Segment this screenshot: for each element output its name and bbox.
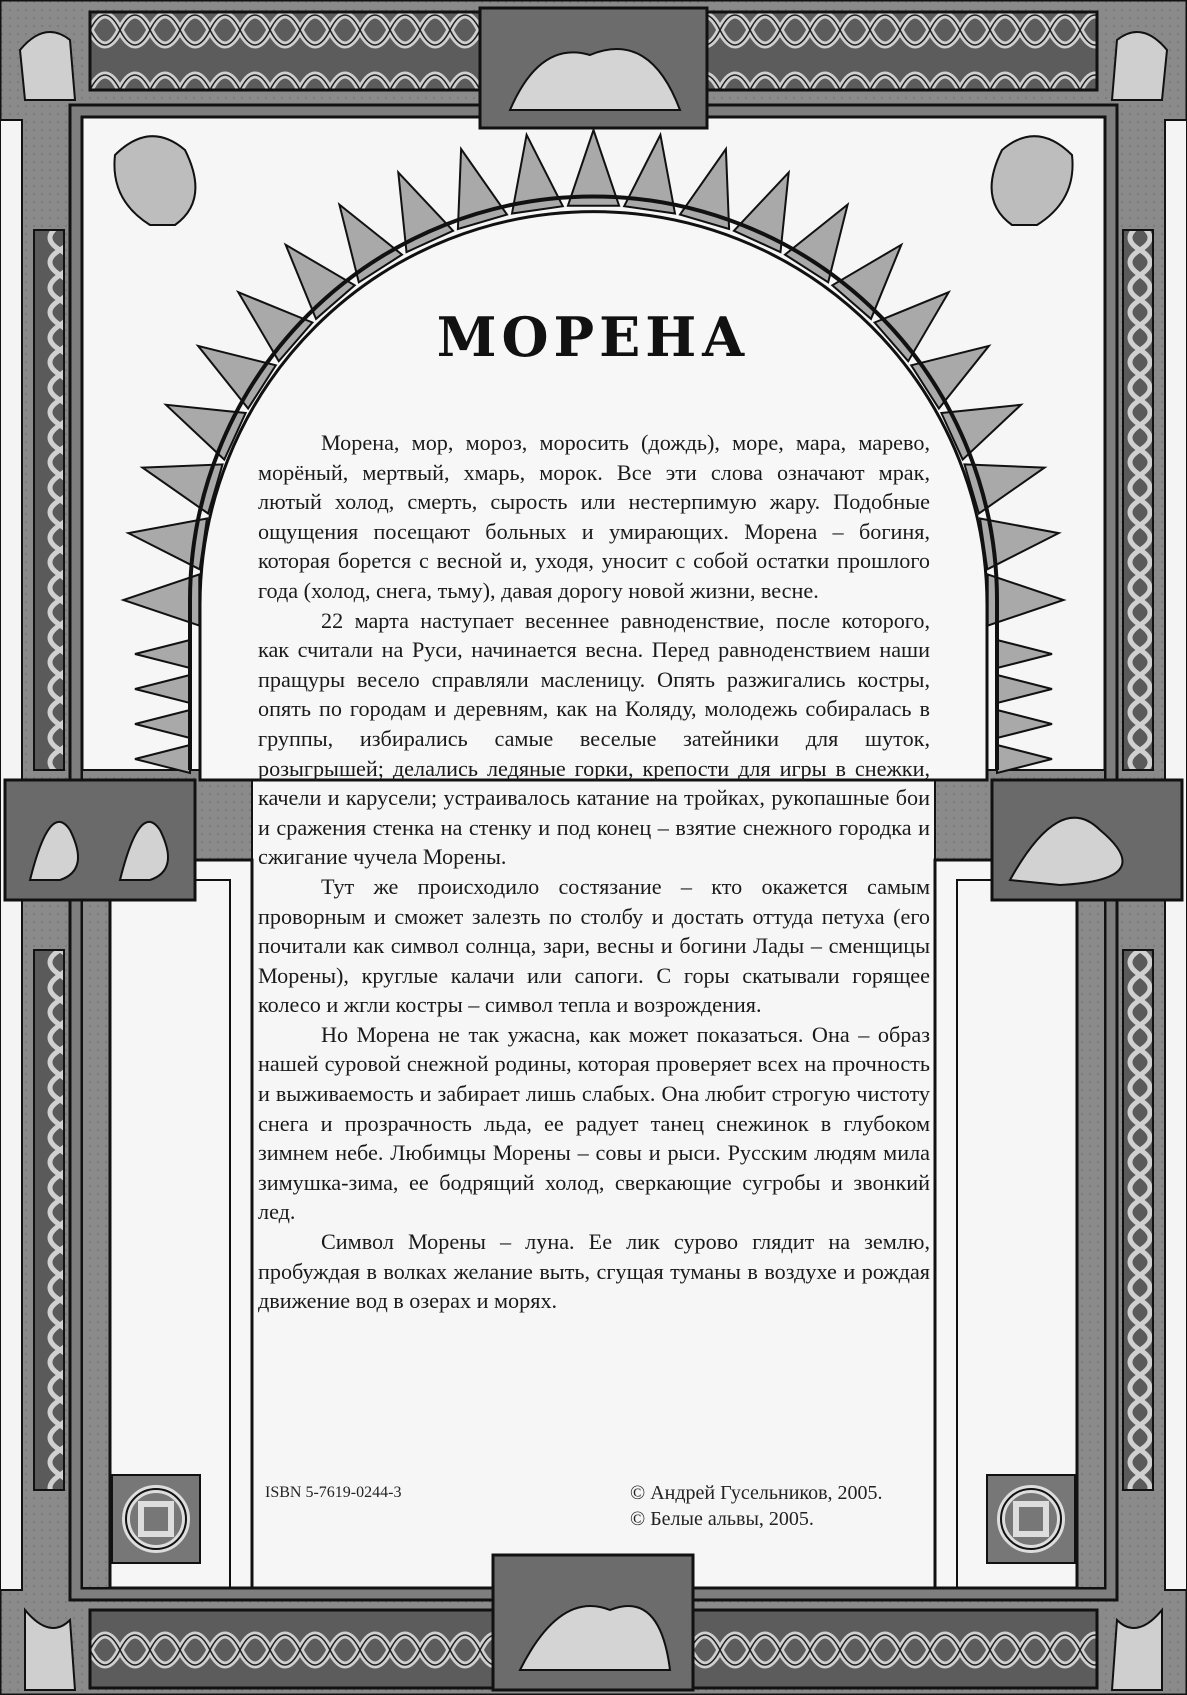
copyright-publisher: © Белые альвы, 2005. [630, 1508, 814, 1530]
article-body [258, 428, 930, 1316]
paragraph: Морена, мор, мороз, моросить (дождь), море, мара, марево, морёный, мертвый, хмарь, морок. Все эти слова означают мрак, лютый холод, смерть, сырость или нестерпимую жару. Подобные ощущения посещают больных и умирающих. Морена – богиня, которая борется с весной и, уходя, уносит с собой остатки прошлого года (холод, снега, тьму), давая дорогу новой жизни, весне. [258, 430, 930, 603]
paragraph: Но Морена не так ужасна, как может показаться. Она – образ нашей суровой снежной родины, которая проверяет всех на прочность и выживаемость и забирает лишь слабых. Она любит строгую чистоту снега и прозрачность льда, ее радует танец снежинок в глубоком зимнем небе. Любимцы Морены – совы и рыси. Русским людям мила зимушка-зима, ее бодрящий холод, сверкающие сугробы и звонкий лед. [258, 1021, 930, 1225]
paragraph: 22 марта наступает весеннее равноденствие, после которого, как считали на Руси, начинается весна. Перед равноденствием наши пращуры весело справляли масленицу. Опять разжигались костры, опять по городам и деревням, как на Коляду, молодежь собиралась в группы, избирались самые веселые затейники для шуток, розыгрышей; делались ледяные горки, крепости для игры в снежки, качели и карусели; устраивалось катание на тройках, рукопашные бои и сражения стенка на стенку и под конец – взятие снежного городка и сжигание чучела Морены. [258, 607, 930, 870]
copyright-block [630, 1480, 883, 1532]
page-title: МОРЕНА [436, 305, 751, 369]
isbn-number: ISBN 5-7619-0244-3 [265, 1484, 402, 1501]
paragraph: Тут же происходило состязание – кто окажется самым проворным и сможет залезть по столбу и достать оттуда петуха (его почитали как символ солнца, зари, весны и богини Лады – сменщицы Морены), круглые калачи или сапоги. С горы скатывали горящее колесо и жгли костры – символ тепла и возрождения. [258, 873, 930, 1018]
paragraph: Символ Морены – луна. Ее лик сурово глядит на землю, пробуждая в волках желание выть, сгущая туманы в воздухе и рождая движение вод в озерах и морях. [258, 1229, 930, 1314]
copyright-author: © Андрей Гусельников, 2005. [630, 1482, 883, 1504]
